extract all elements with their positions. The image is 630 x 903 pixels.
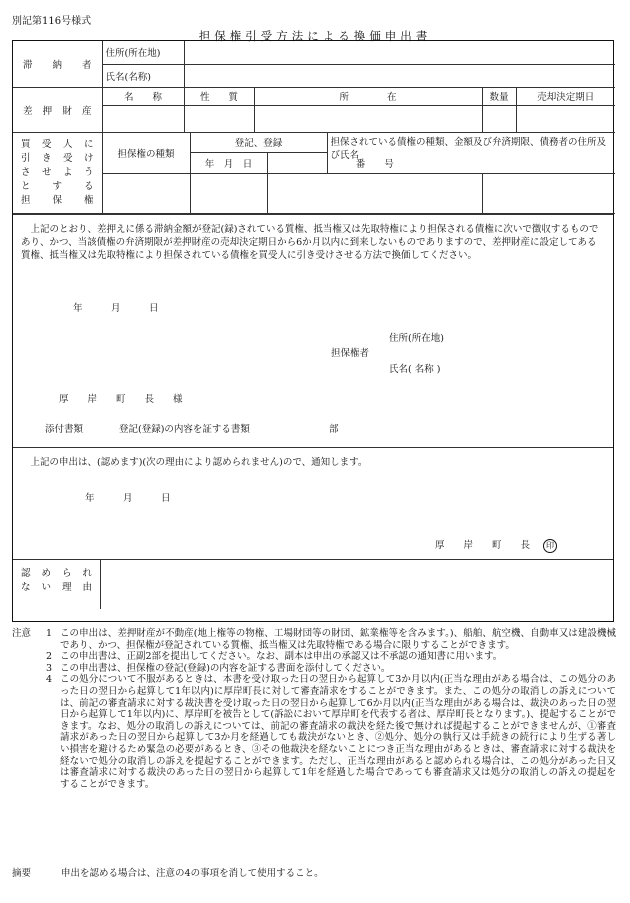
form-frame	[12, 40, 614, 622]
property-sale-date-field[interactable]	[516, 105, 615, 132]
buyer-security-label: 買 受 人 に 引 き 受 け さ せ よ う と す る 担 保 権	[13, 132, 102, 213]
summary-line	[12, 865, 324, 879]
registration-date-label: 年 月 日	[190, 152, 267, 173]
request-date: 年 月 日	[73, 302, 159, 314]
property-location-field[interactable]	[254, 105, 482, 132]
col-header-name: 名 称	[102, 87, 184, 105]
property-nature-field[interactable]	[184, 105, 254, 132]
security-type-label: 担保権の種類	[102, 132, 190, 173]
info-table	[13, 41, 615, 214]
reason-section	[13, 559, 613, 609]
registration-label: 登記、登録	[190, 132, 327, 152]
holder-name-label: 氏名( 名称 )	[389, 363, 441, 375]
issuer-name: 厚 岸 町 長	[435, 539, 531, 551]
attachment-count: 部	[329, 423, 339, 435]
secured-claim-details-label: 担保されている債権の種類、金額及び弁済期限、債務者の住所及び氏名	[327, 132, 615, 173]
secured-claim-details-field[interactable]	[482, 173, 615, 213]
request-paragraph: 上記のとおり、差押えに係る滞納金額が登記(録)されている質権、抵当権又は先取特権により担保される債権に次いで徴収するものであり、かつ、当該債権の弁済期限が差押財産の売却決定期日から6か月以内に到来しないものでありますので、差押財産に設定してある質権、抵当権又は先取特権により担保されている債権を買受人に引き受けさせる方法で換価してください。	[21, 223, 599, 261]
property-name-field[interactable]	[102, 105, 184, 132]
seal-mark: 印	[543, 539, 557, 553]
registration-number-label: 番 号	[267, 152, 482, 173]
note-item: 2 この申出書は、正副2部を提出してください。なお、副本は申出の承認又は不承認の通知書に用います。	[46, 651, 503, 663]
delinquent-address-field[interactable]	[184, 41, 615, 64]
notes-block	[12, 628, 616, 790]
delinquent-label: 滞 納 者	[13, 41, 102, 87]
col-header-quantity: 数量	[482, 87, 516, 105]
notice-issuer	[435, 537, 557, 553]
reason-field[interactable]	[101, 560, 613, 609]
page-title: 担保権引受方法による換価申出書	[198, 29, 432, 43]
request-section	[13, 214, 613, 447]
reason-label: 認 め ら れ な い 理 由	[13, 560, 101, 609]
col-header-location: 所 在	[254, 87, 482, 105]
addressee: 厚 岸 町 長 様	[59, 393, 183, 405]
attachment-label: 添付書類	[45, 423, 84, 435]
note-item: 3 この申出書は、担保権の登記(登録)の内容を証する書面を添付してください。	[46, 662, 391, 674]
seized-property-label: 差押財産	[13, 87, 102, 132]
notice-date: 年 月 日	[85, 492, 171, 504]
name-label: 氏名(名称)	[102, 64, 184, 87]
note-item: 注意 1 この申出は、差押財産が不動産(地上権等の物権、工場財団等の財団、鉱業権等を含みます。)、船舶、航空機、自動車又は建設機械であり、かつ、担保権が登記されている質権、抵当権又は先取特権である場合に限りすることができます。	[12, 628, 616, 651]
security-type-field[interactable]	[102, 173, 190, 213]
attachment-document: 登記(登録)の内容を証する書類	[119, 423, 250, 435]
registration-date-field[interactable]	[190, 173, 267, 213]
summary-label: 摘要	[12, 868, 32, 879]
property-quantity-field[interactable]	[482, 105, 516, 132]
delinquent-name-field[interactable]	[184, 64, 615, 87]
holder-address-label: 住所(所在地)	[389, 332, 444, 344]
col-header-sale-date: 売却決定期日	[516, 87, 615, 105]
note-item: 4 この処分について不服があるときは、本書を受け取った日の翌日から起算して3か月以内(正当な理由がある場合は、この処分のあった日の翌日から起算して1年以内)に厚岸町長に対して審査請求をすることができます。また、この処分の取消しの訴えについては、前記の審査請求に対する裁決書を受け取った日の翌日から起算して6か月以内(正当な理由がある場合は、裁決のあった日の翌日から起算して1年以内)に、厚岸町を被告として(訴訟において厚岸町を代表する者は、厚岸町長となります。)、提起することができます。なお、処分の取消しの訴えについては、前記の審査請求の裁決を経た後で無ければ提起することができませんが、①審査請求があった日の翌日から起算して3か月を経過しても裁決がないとき、②処分、処分の執行又は手続きの続行により生ずる著しい損害を避けるため緊急の必要があるとき、③その他裁決を経ないことにつき正当な理由があるときは、審査請求に対する裁決を経ないで処分の取消しの訴えを提起することができます。ただし、正当な理由があると認められる場合は、この処分があった日又は審査請求に対する裁決のあった日の翌日から起算して1年を経過した場合であっても審査請求又は処分の取消しの訴えの提起をすることができます。	[46, 674, 616, 790]
notice-paragraph: 上記の申出は、(認めます)(次の理由により認められません)ので、通知します。	[30, 456, 368, 468]
registration-number-field[interactable]	[267, 173, 482, 213]
address-label: 住所(所在地)	[102, 41, 184, 64]
form-number: 別記第116号様式	[12, 16, 92, 27]
summary-text: 申出を認める場合は、注意の4の事項を消して使用すること。	[61, 868, 324, 879]
holder-label: 担保権者	[331, 347, 370, 359]
notice-section	[13, 447, 613, 559]
col-header-nature: 性 質	[184, 87, 254, 105]
